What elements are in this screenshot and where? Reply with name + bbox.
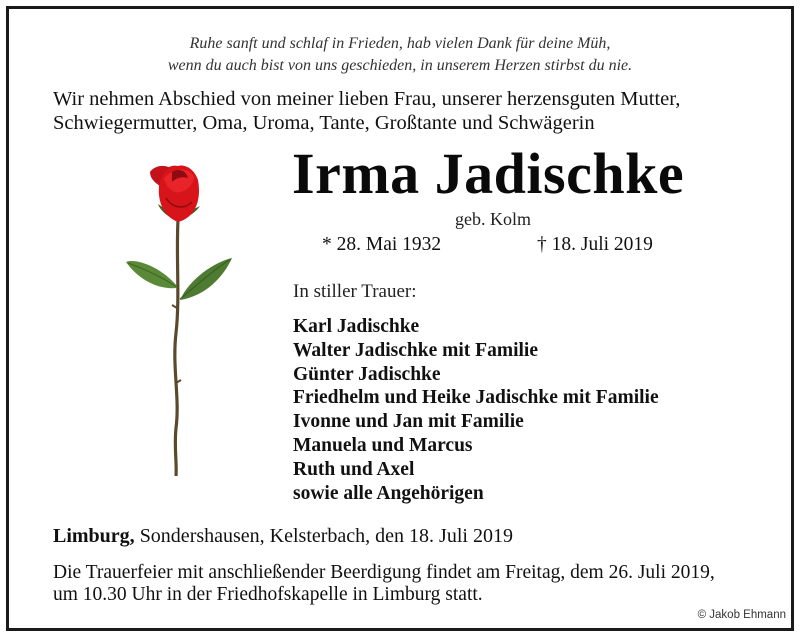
death-date: † 18. Juli 2019	[537, 234, 653, 255]
funeral-info-line-1: Die Trauerfeier mit anschließender Beerdigung findet am Freitag, dem 26. Juli 2019,	[53, 562, 715, 583]
mourner-line: Friedhelm und Heike Jadischke mit Familie	[293, 387, 659, 408]
funeral-info-line-2: um 10.30 Uhr in der Friedhofskapelle in Limburg statt.	[53, 584, 483, 605]
place-city: Limburg,	[53, 525, 135, 547]
deceased-name: Irma Jadischke	[292, 141, 685, 206]
intro-line-2: Schwiegermutter, Oma, Uroma, Tante, Großtante und Schwägerin	[53, 112, 595, 134]
mourner-line: sowie alle Angehörigen	[293, 483, 484, 504]
birth-date: * 28. Mai 1932	[322, 234, 442, 255]
mourner-line: Walter Jadischke mit Familie	[293, 340, 538, 361]
mourning-heading: In stiller Trauer:	[293, 281, 417, 302]
mourner-line: Ivonne und Jan mit Familie	[293, 411, 524, 432]
motto-line-1: Ruhe sanft und schlaf in Frieden, hab vielen Dank für deine Müh,	[189, 35, 611, 52]
intro-line-1: Wir nehmen Abschied von meiner lieben Frau, unserer herzensguten Mutter,	[53, 88, 681, 110]
motto-line-2: wenn du auch bist von uns geschieden, in unserem Herzen stirbst du nie.	[167, 57, 633, 74]
mourner-line: Günter Jadischke	[293, 364, 441, 385]
mourner-line: Karl Jadischke	[293, 316, 420, 337]
mourner-line: Ruth und Axel	[293, 459, 415, 480]
place-date-line	[53, 525, 513, 548]
place-date-rest: Sondershausen, Kelsterbach, den 18. Juli 2019	[134, 525, 513, 547]
copyright-note: © Jakob Ehmann	[697, 609, 786, 621]
mourner-line: Manuela und Marcus	[293, 435, 473, 456]
red-rose-icon	[120, 158, 240, 478]
birth-name: geb. Kolm	[455, 209, 531, 229]
